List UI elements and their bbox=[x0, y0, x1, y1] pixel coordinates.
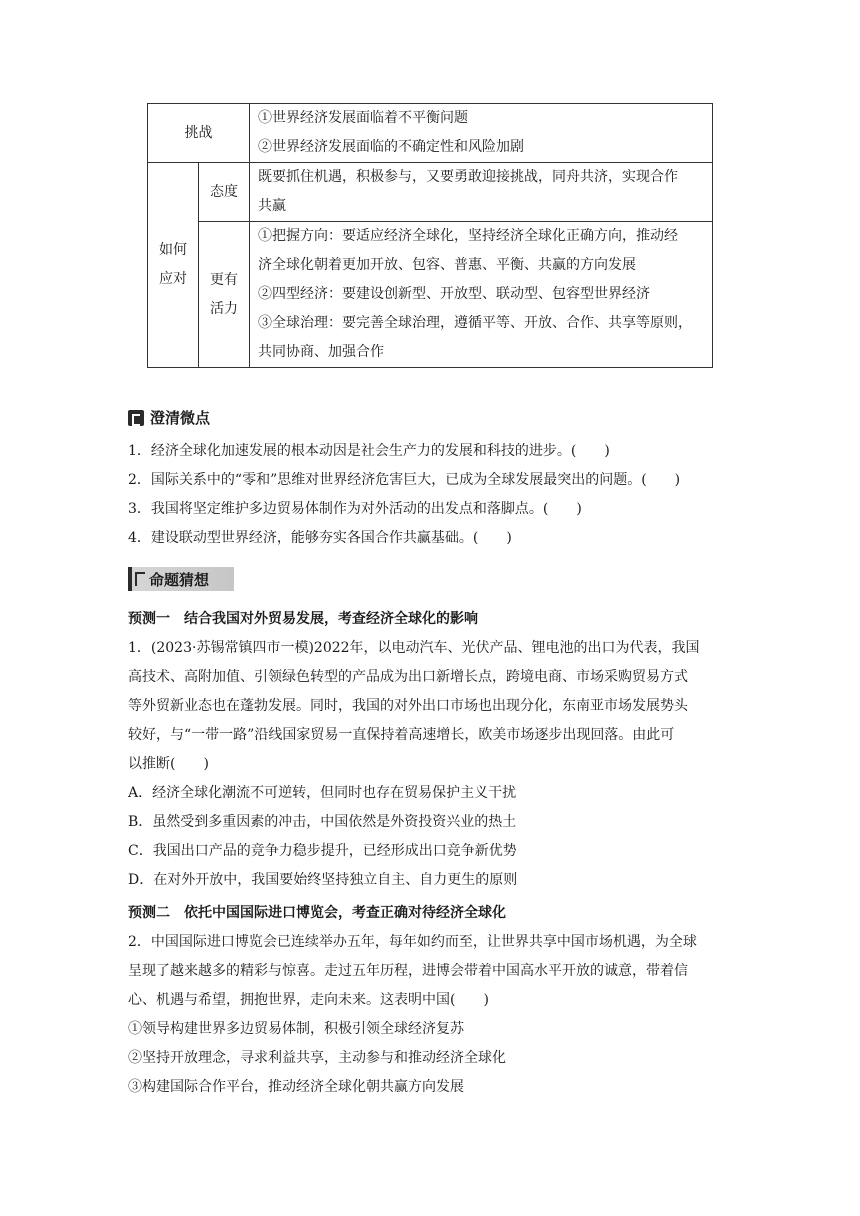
q1-stem-line: 高技术、高附加值、引领绿色转型的产品成为出口新增长点，跨境电商、市场采购贸易方式 bbox=[128, 669, 688, 685]
respond-label-line: 如何 bbox=[159, 242, 187, 258]
section-marker-icon bbox=[128, 410, 144, 426]
q2-stem-line: 2．中国国际进口博览会已连续举办五年，每年如约而至，让世界共享中国市场机遇，为全球 bbox=[128, 934, 697, 950]
table-row-vitality bbox=[148, 222, 713, 368]
challenge-content-cell bbox=[250, 104, 713, 163]
respond-label-line: 应对 bbox=[159, 271, 187, 287]
clarify-item: 3．我国将坚定维护多边贸易体制作为对外活动的出发点和落脚点。( ) bbox=[128, 501, 582, 517]
attitude-line: 既要抓住机遇，积极参与，又要勇敢迎接挑战，同舟共济，实现合作 bbox=[258, 169, 678, 185]
vitality-content-cell bbox=[250, 222, 713, 368]
vitality-line: ②四型经济：要建设创新型、开放型、联动型、包容型世界经济 bbox=[258, 286, 650, 302]
q1-stem-line: 1．(2023·苏锡常镇四市一模)2022年，以电动汽车、光伏产品、锂电池的出口为代表，我国 bbox=[128, 640, 700, 656]
attitude-line: 共赢 bbox=[258, 198, 286, 214]
clarify-item: 2．国际关系中的“零和”思维对世界经济危害巨大，已成为全球发展最突出的问题。( ) bbox=[128, 472, 681, 488]
banner-bar-icon bbox=[128, 567, 132, 591]
attitude-label: 态度 bbox=[210, 183, 238, 200]
q1-heading: 预测一 结合我国对外贸易发展，考查经济全球化的影响 bbox=[128, 611, 478, 627]
attitude-content-cell bbox=[250, 163, 713, 222]
banner-title: 命题猜想 bbox=[149, 570, 210, 589]
vitality-label-cell bbox=[199, 222, 250, 368]
q1-option: B．虽然受到多重因素的冲击，中国依然是外资投资兴业的热土 bbox=[128, 814, 517, 830]
challenge-label-cell bbox=[148, 104, 250, 163]
clarify-item: 1．经济全球化加速发展的根本动因是社会生产力的发展和科技的进步。( ) bbox=[128, 443, 610, 459]
q1-option: C．我国出口产品的竞争力稳步提升，已经形成出口竞争新优势 bbox=[128, 843, 517, 859]
q2-stem-line: 心、机遇与希望，拥抱世界，走向未来。这表明中国( ) bbox=[128, 992, 489, 1008]
q2-option: ③构建国际合作平台，推动经济全球化朝共赢方向发展 bbox=[128, 1079, 464, 1095]
q1-stem-line: 等外贸新业态也在蓬勃发展。同时，我国的对外出口市场也出现分化，东南亚市场发展势头 bbox=[128, 698, 688, 714]
q1-stem-line: 以推断( ) bbox=[128, 756, 209, 772]
challenge-line: ①世界经济发展面临着不平衡问题 bbox=[258, 110, 468, 126]
q2-heading: 预测二 依托中国国际进口博览会，考查正确对待经济全球化 bbox=[128, 905, 506, 921]
table-row-attitude bbox=[148, 163, 713, 222]
clarify-title: 澄清微点 bbox=[150, 409, 211, 427]
banner-bracket-icon bbox=[135, 572, 145, 586]
q2-option: ①领导构建世界多边贸易体制，积极引领全球经济复苏 bbox=[128, 1021, 464, 1037]
globalization-table bbox=[147, 103, 713, 368]
challenge-label: 挑战 bbox=[184, 124, 213, 141]
clarify-item: 4．建设联动型世界经济，能够夯实各国合作共赢基础。( ) bbox=[128, 530, 512, 546]
q1-option: D．在对外开放中，我国要始终坚持独立自主、自力更生的原则 bbox=[128, 872, 518, 888]
section-banner bbox=[128, 567, 234, 591]
table-row-challenge bbox=[148, 104, 713, 163]
vitality-label-line: 更有 bbox=[210, 271, 238, 288]
challenge-line: ②世界经济发展面临的不确定性和风险加剧 bbox=[258, 139, 524, 155]
q1-stem-line: 较好，与“一带一路”沿线国家贸易一直保持着高速增长，欧美市场逐步出现回落。由此可 bbox=[128, 727, 675, 743]
vitality-line: 共同协商、加强合作 bbox=[258, 344, 384, 360]
q2-stem bbox=[128, 928, 733, 1102]
q1-option: A．经济全球化潮流不可逆转，但同时也存在贸易保护主义干扰 bbox=[128, 785, 517, 801]
vitality-line: 济全球化朝着更加开放、包容、普惠、平衡、共赢的方向发展 bbox=[258, 257, 636, 273]
q2-stem-line: 呈现了越来越多的精彩与惊喜。走过五年历程，进博会带着中国高水平开放的诚意，带着信 bbox=[128, 963, 688, 979]
vitality-line: ③全球治理：要完善全球治理，遵循平等、开放、合作、共享等原则， bbox=[258, 315, 692, 331]
vitality-label-line: 活力 bbox=[210, 300, 238, 317]
clarify-section-header bbox=[128, 407, 210, 428]
q1-stem bbox=[128, 634, 733, 895]
respond-label-cell bbox=[148, 163, 199, 368]
vitality-line: ①把握方向：要适应经济全球化，坚持经济全球化正确方向，推动经 bbox=[258, 228, 678, 244]
q2-option: ②坚持开放理念，寻求利益共享，主动参与和推动经济全球化 bbox=[128, 1050, 506, 1066]
attitude-label-cell bbox=[199, 163, 250, 222]
